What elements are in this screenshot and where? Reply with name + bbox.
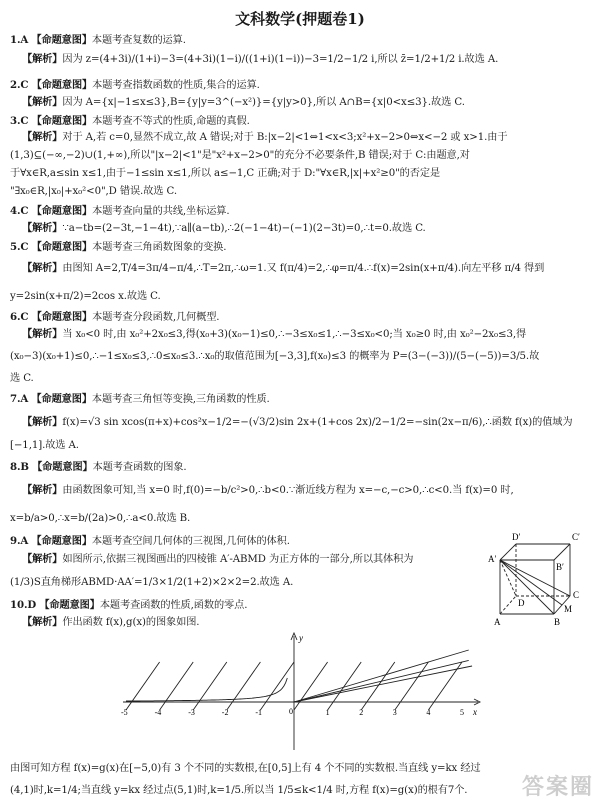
cube-label-d: D <box>518 598 525 608</box>
item-3-analysis-2: (1,3)⊆(−∞,−2)∪(1,+∞),所以"|x−2|<1"是"x²+x−2>0"的充分不必要条件,B 错误;对于 C:由题意,对 <box>10 150 470 161</box>
origin-label: 0 <box>289 707 293 716</box>
item-6-analysis-1 <box>22 328 526 342</box>
item-5-analysis-2: y=2sin(x+π/2)=2cos x.故选 C. <box>10 291 161 302</box>
analysis-text: f(x)=√3 sin xcos(π+x)+cos²x−1/2=−(√3/2)sin 2x+(1+cos 2x)/2−1/2=−sin(2x−π/6),∴函数 f(x)的值域为 <box>62 417 573 428</box>
item-10-intent <box>10 598 247 613</box>
item-number: 8.B <box>10 461 29 473</box>
f-segment <box>227 662 261 710</box>
analysis-tag: 【解析】 <box>22 329 63 340</box>
intent-tag: 【命题意图】 <box>31 312 93 323</box>
cube-label-a: A <box>494 617 501 627</box>
f-segment <box>294 662 328 710</box>
x-tick-label: -2 <box>221 708 229 717</box>
intent-text: 本题考查向量的共线,坐标运算. <box>92 206 230 217</box>
x-axis-label: x <box>473 707 477 717</box>
graph-axes <box>123 633 480 750</box>
item-5-analysis-1 <box>22 262 544 276</box>
item-number: 7.A <box>10 393 29 405</box>
x-tick-label: -4 <box>154 708 162 717</box>
item-7-analysis-2: [−1,1].故选 A. <box>10 440 79 451</box>
analysis-text: ∵a−tb=(2−3t,−1−4t),∵a∥(a−tb),∴2(−1−4t)−(−1)(2−3t)=0,∴t=0.故选 C. <box>62 223 426 234</box>
item-4-intent <box>10 204 230 219</box>
analysis-text: 由图知 A=2,T/4=3π/4−π/4,∴T=2π,∴ω=1.又 f(π/4)=2,∴φ=π/4.∴f(x)=2sin(x+π/4).向左平移 π/4 得到 <box>62 263 545 274</box>
intent-text: 本题考查分段函数,几何概型. <box>92 312 220 323</box>
item-6-analysis-3: 选 C. <box>10 373 34 384</box>
analysis-text: 当 x₀<0 时,由 x₀²+2x₀≤3,得(x₀+3)(x₀−1)≤0,∴−3≤x₀≤1,∴−3≤x₀<0;当 x₀≥0 时,由 x₀²−2x₀≤3,得 <box>62 329 527 340</box>
x-tick-label: 2 <box>359 708 364 717</box>
item-number: 9.A <box>10 535 29 547</box>
item-1-intent <box>10 33 186 48</box>
intent-text: 本题考查指数函数的性质,集合的运算. <box>92 80 260 91</box>
x-tick-label: 4 <box>426 708 431 717</box>
cube-label-b: B <box>554 617 561 627</box>
analysis-text: 由函数图象可知,当 x=0 时,f(0)=−b/c²>0,∴b<0.∵渐近线方程为 x=−c,−c>0,∴c<0.当 f(x)=0 时, <box>62 485 514 496</box>
cube-label-aprime: A′ <box>488 554 497 564</box>
intent-text: 本题考查三角恒等变换,三角函数的性质. <box>91 394 270 405</box>
analysis-tag: 【解析】 <box>22 617 63 628</box>
y-axis-label: y <box>299 633 303 643</box>
intent-tag: 【命题意图】 <box>31 242 93 253</box>
item-8-analysis-2: x=b/a>0,∴x=b/(2a)>0,∴a<0.故选 B. <box>10 513 191 524</box>
cube-label-dprime: D′ <box>512 532 521 542</box>
f-segment <box>193 662 227 710</box>
item-5-intent <box>10 240 226 255</box>
item-number: 3.C <box>10 115 29 127</box>
intent-tag: 【命题意图】 <box>31 206 93 217</box>
analysis-tag: 【解析】 <box>22 485 63 496</box>
f-segment <box>361 662 395 710</box>
item-6-analysis-2: (x₀−3)(x₀+1)≤0,∴−1≤x₀≤3,∴0≤x₀≤3.∴x₀的取值范围为[−3,3],f(x₀)≤3 的概率为 P=(3−(−3))/(5−(−5))=3/5.故 <box>10 351 540 362</box>
watermark: 答案圈 <box>521 775 594 800</box>
line-y-x-over-5 <box>294 660 469 702</box>
cube-label-bprime: B′ <box>556 562 564 572</box>
item-8-intent <box>10 460 187 475</box>
x-tick-label: 1 <box>325 708 330 717</box>
x-tick-label: -1 <box>255 708 263 717</box>
intent-tag: 【命题意图】 <box>31 116 93 127</box>
analysis-tag: 【解析】 <box>22 54 63 65</box>
intent-tag: 【命题意图】 <box>31 394 92 405</box>
analysis-tag: 【解析】 <box>22 417 63 428</box>
cube-label-m: M <box>564 604 573 614</box>
f-segment <box>160 662 194 710</box>
analysis-tag: 【解析】 <box>22 263 63 274</box>
item-10-analysis-1 <box>22 616 199 630</box>
intent-tag: 【命题意图】 <box>32 462 93 473</box>
item-6-intent <box>10 310 219 325</box>
analysis-text: 因为 A={x|−1≤x≤3},B={y|y=3^(−x²)}={y|y>0},所以 A∩B={x|0<x≤3}.故选 C. <box>62 97 465 108</box>
intent-tag: 【命题意图】 <box>31 35 92 46</box>
x-tick-label: -3 <box>188 708 195 717</box>
f-segment <box>126 662 160 710</box>
intent-tag: 【命题意图】 <box>31 536 92 547</box>
analysis-text: 如图所示,依据三视图画出的四棱锥 A′-ABMD 为正方体的一部分,所以其体积为 <box>62 554 414 565</box>
item-number: 6.C <box>10 311 29 323</box>
intent-text: 本题考查函数的图象. <box>92 462 187 473</box>
analysis-text: 因为 z=(4+3i)/(1+i)−3=(4+3i)(1−i)/((1+i)(1−i))−3=1/2−1/2 i,所以 z̄=1/2+1/2 i.故选 A. <box>62 54 499 65</box>
item-9-analysis-1 <box>22 553 413 567</box>
function-graph <box>118 630 488 755</box>
item-3-intent <box>10 114 250 129</box>
item-9-analysis-2: (1/3)S直角梯形ABMD·AA′=1/3×1/2(1+2)×2×2=2.故选 A. <box>10 577 294 588</box>
analysis-tag: 【解析】 <box>22 223 63 234</box>
analysis-tag: 【解析】 <box>22 97 63 108</box>
g-curve-left <box>126 678 287 701</box>
x-tick-label: 3 <box>392 708 397 717</box>
item-4-analysis <box>22 222 426 236</box>
cube-label-cprime: C′ <box>572 532 580 542</box>
line-y-x-over-4 <box>294 650 469 702</box>
analysis-text: 对于 A,若 c=0,显然不成立,故 A 错误;对于 B:|x−2|<1⇔1<x<3;x²+x−2>0⇔x<−2 或 x>1.由于 <box>62 132 508 143</box>
intent-tag: 【命题意图】 <box>31 80 93 91</box>
item-2-intent <box>10 78 260 93</box>
f-segment <box>328 662 362 710</box>
f-segment <box>395 662 429 710</box>
cube-label-c: C <box>573 590 580 600</box>
item-10-analysis-2: 由图可知方程 f(x)=g(x)在[−5,0)有 3 个不同的实数根,在[0,5]上有 4 个不同的实数根.当直线 y=kx 经过 <box>10 763 481 774</box>
item-number: 4.C <box>10 205 29 217</box>
intent-text: 本题考查三角函数图象的变换. <box>92 242 227 253</box>
intent-text: 本题考查函数的性质,函数的零点. <box>99 600 248 611</box>
item-7-intent <box>10 392 270 407</box>
item-number: 10.D <box>10 599 37 611</box>
item-10-analysis-3: (4,1)时,k=1/4;当直线 y=kx 经过点(5,1)时,k=1/5.所以当 1/5≤k<1/4 时,方程 f(x)=g(x)的根有7个. <box>10 785 468 796</box>
item-3-analysis-4: "∃x₀∈R,|x₀|+x₀²<0",D 错误.故选 C. <box>10 186 177 197</box>
analysis-tag: 【解析】 <box>22 554 63 565</box>
cube-figure <box>482 528 594 630</box>
f-segment <box>260 662 294 710</box>
item-2-analysis <box>22 96 465 110</box>
item-number: 2.C <box>10 79 29 91</box>
item-7-analysis-1 <box>22 416 572 430</box>
intent-text: 本题考查不等式的性质,命题的真假. <box>92 116 250 127</box>
item-number: 1.A <box>10 34 29 46</box>
intent-tag: 【命题意图】 <box>39 600 100 611</box>
page-title: 文科数学(押题卷1) <box>235 10 365 28</box>
x-tick-label: 5 <box>460 708 464 717</box>
item-3-analysis-3: 于∀x∈R,a≤sin x≤1,由于−1≤sin x≤1,所以 a≤−1,C 正确;对于 D:"∀x∈R,|x|+x²≥0"的否定是 <box>10 168 441 179</box>
item-1-analysis <box>22 53 498 67</box>
analysis-tag: 【解析】 <box>22 132 63 143</box>
x-tick-label: -5 <box>121 708 128 717</box>
item-8-analysis-1 <box>22 484 514 498</box>
analysis-text: 作出函数 f(x),g(x)的图象如图. <box>62 617 200 628</box>
item-3-analysis-1 <box>22 131 507 145</box>
intent-text: 本题考查空间几何体的三视图,几何体的体积. <box>91 536 290 547</box>
item-number: 5.C <box>10 241 29 253</box>
item-9-intent <box>10 534 290 549</box>
intent-text: 本题考查复数的运算. <box>91 35 186 46</box>
